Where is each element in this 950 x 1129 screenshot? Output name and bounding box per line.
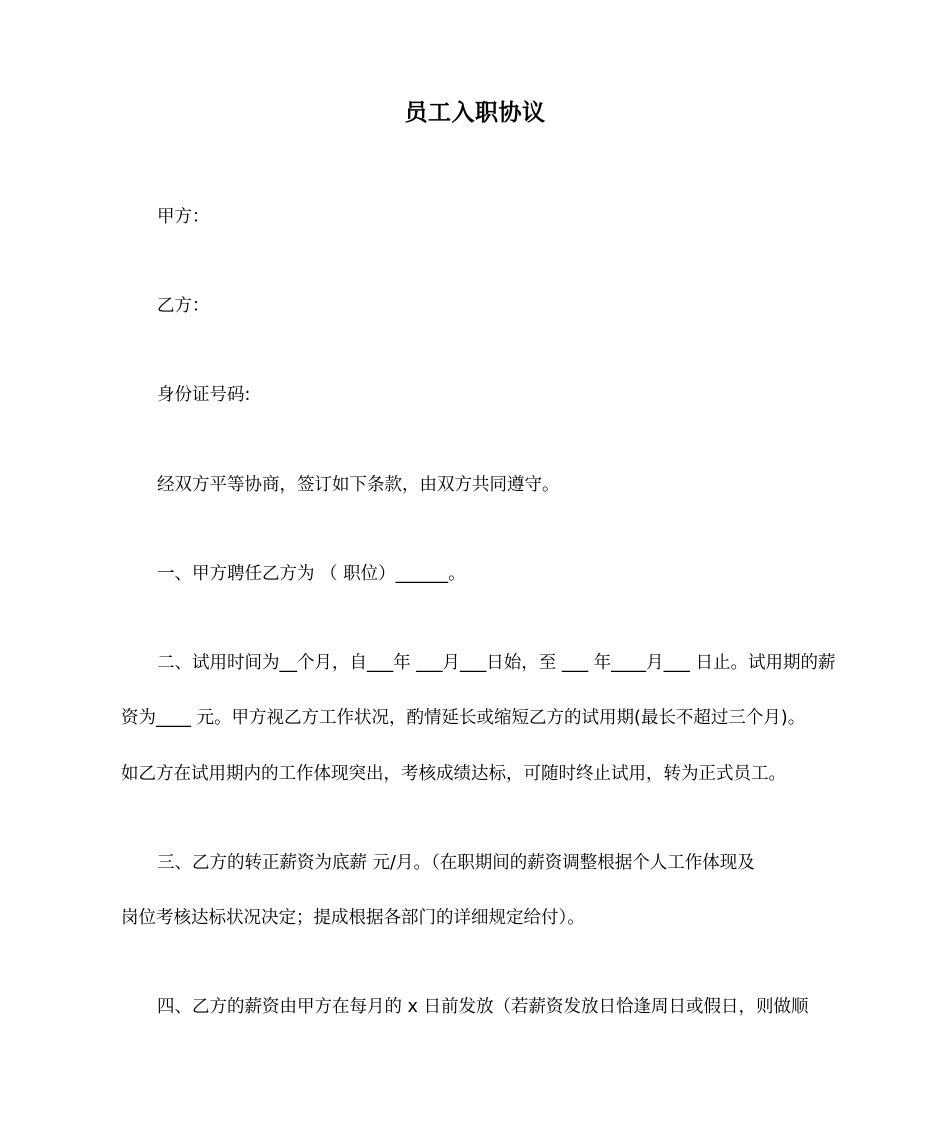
clause-2-line-3: 如乙方在试用期内的工作体现突出，考核成绩达标，可随时终止试用，转为正式员工。 <box>121 764 786 784</box>
clause-3-line-2: 岗位考核达标状况决定；提成根据各部门的详细规定给付）。 <box>121 908 585 928</box>
intro-paragraph: 经双方平等协商，签订如下条款，由双方共同遵守。 <box>157 475 560 495</box>
clause-2-line-1: 二、试用时间为__个月，自___年 ___月___日始，至 ___ 年____月___ 日止。试用期的薪 <box>157 653 836 673</box>
clause-4-line-1: 四、乙方的薪资由甲方在每月的 x 日前发放（若薪资发放日恰逢周日或假日，则做顺 <box>157 997 809 1017</box>
clause-1: 一、甲方聘任乙方为 （ 职位）______。 <box>157 564 466 584</box>
document-title: 员工入职协议 <box>404 100 546 126</box>
clause-2-line-2: 资为____ 元。甲方视乙方工作状况，酌情延长或缩短乙方的试用期(最长不超过三个月)。 <box>121 708 806 728</box>
clause-3-line-1: 三、乙方的转正薪资为底薪 元/月。（在职期间的薪资调整根据个人工作体现及 <box>157 853 755 873</box>
id-number-label: 身份证号码: <box>157 385 251 405</box>
party-a-label: 甲方： <box>157 207 210 227</box>
party-b-label: 乙方： <box>157 296 210 316</box>
